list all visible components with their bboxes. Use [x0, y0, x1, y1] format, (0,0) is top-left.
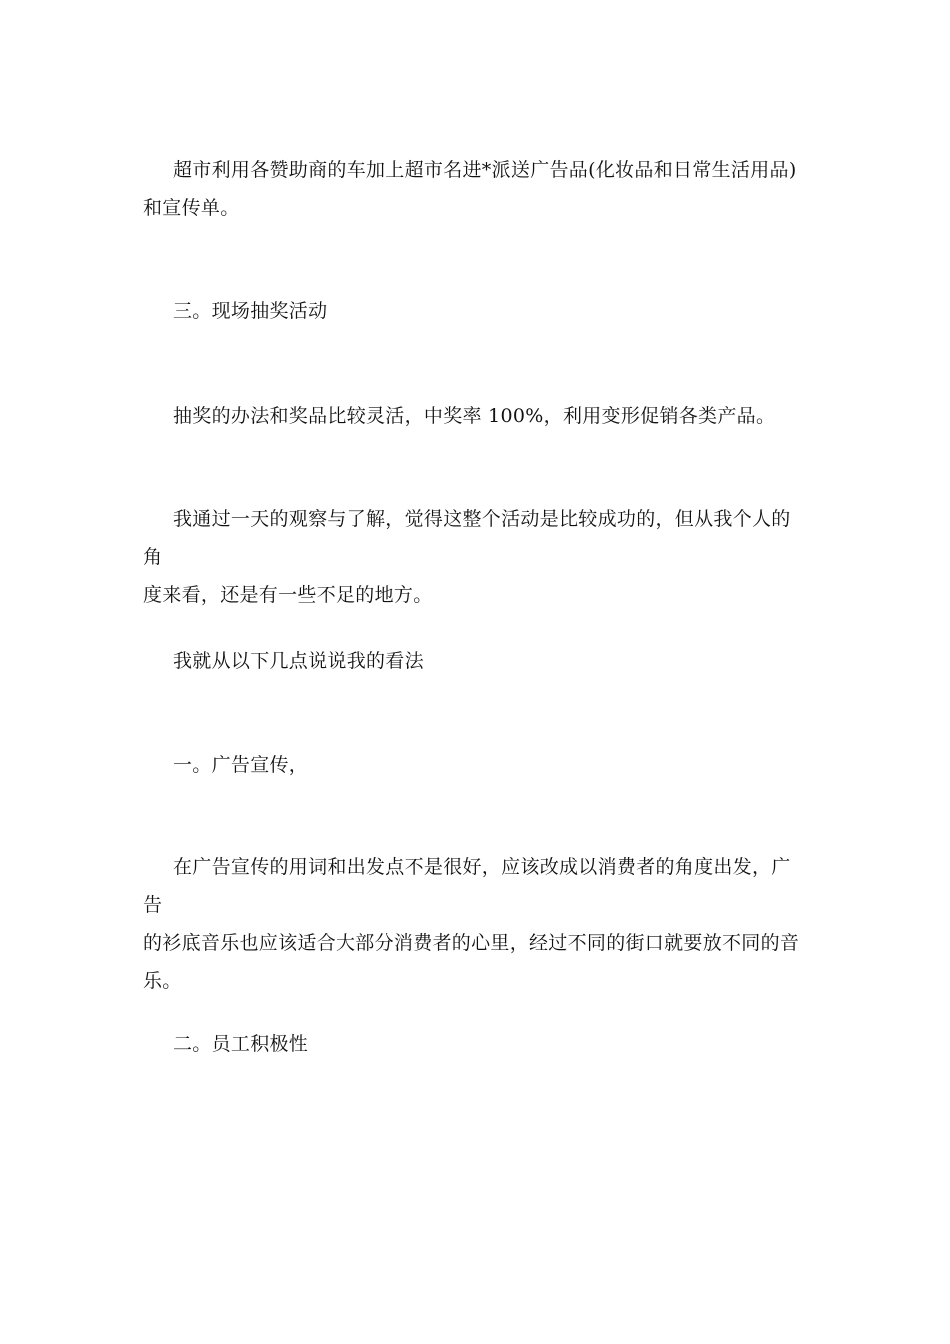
text-line: 抽奖的办法和奖品比较灵活，中奖率 100%，利用变形促销各类产品。	[173, 405, 776, 427]
text-line: 的衫底音乐也应该适合大部分消费者的心里，经过不同的街口就要放不同的音	[143, 932, 800, 954]
text-line: 一。广告宣传，	[173, 754, 309, 776]
paragraph-promotion-vehicles	[143, 151, 808, 227]
paragraph-opinion-intro	[143, 642, 808, 680]
text-line: 二。员工积极性	[173, 1033, 309, 1055]
section-heading-lottery	[143, 292, 808, 330]
section-heading-staff-motivation	[143, 1025, 808, 1063]
text-line: 超市利用各赞助商的车加上超市名进*派送广告品(化妆品和日常生活用品)	[173, 159, 797, 181]
text-line: 度来看，还是有一些不足的地方。	[143, 584, 433, 606]
paragraph-lottery-method	[143, 397, 808, 435]
text-line: 三。现场抽奖活动	[173, 300, 328, 322]
text-line: 我就从以下几点说说我的看法	[173, 650, 424, 672]
text-line: 我通过一天的观察与了解，觉得这整个活动是比较成功的，但从我个人的角	[143, 508, 791, 568]
text-line: 乐。	[143, 970, 182, 992]
text-line: 和宣传单。	[143, 197, 240, 219]
text-line: 在广告宣传的用词和出发点不是很好，应该改成以消费者的角度出发，广告	[143, 856, 791, 916]
paragraph-observation	[143, 500, 808, 614]
section-heading-advertising	[143, 746, 808, 784]
paragraph-advertising-advice	[143, 848, 808, 1000]
